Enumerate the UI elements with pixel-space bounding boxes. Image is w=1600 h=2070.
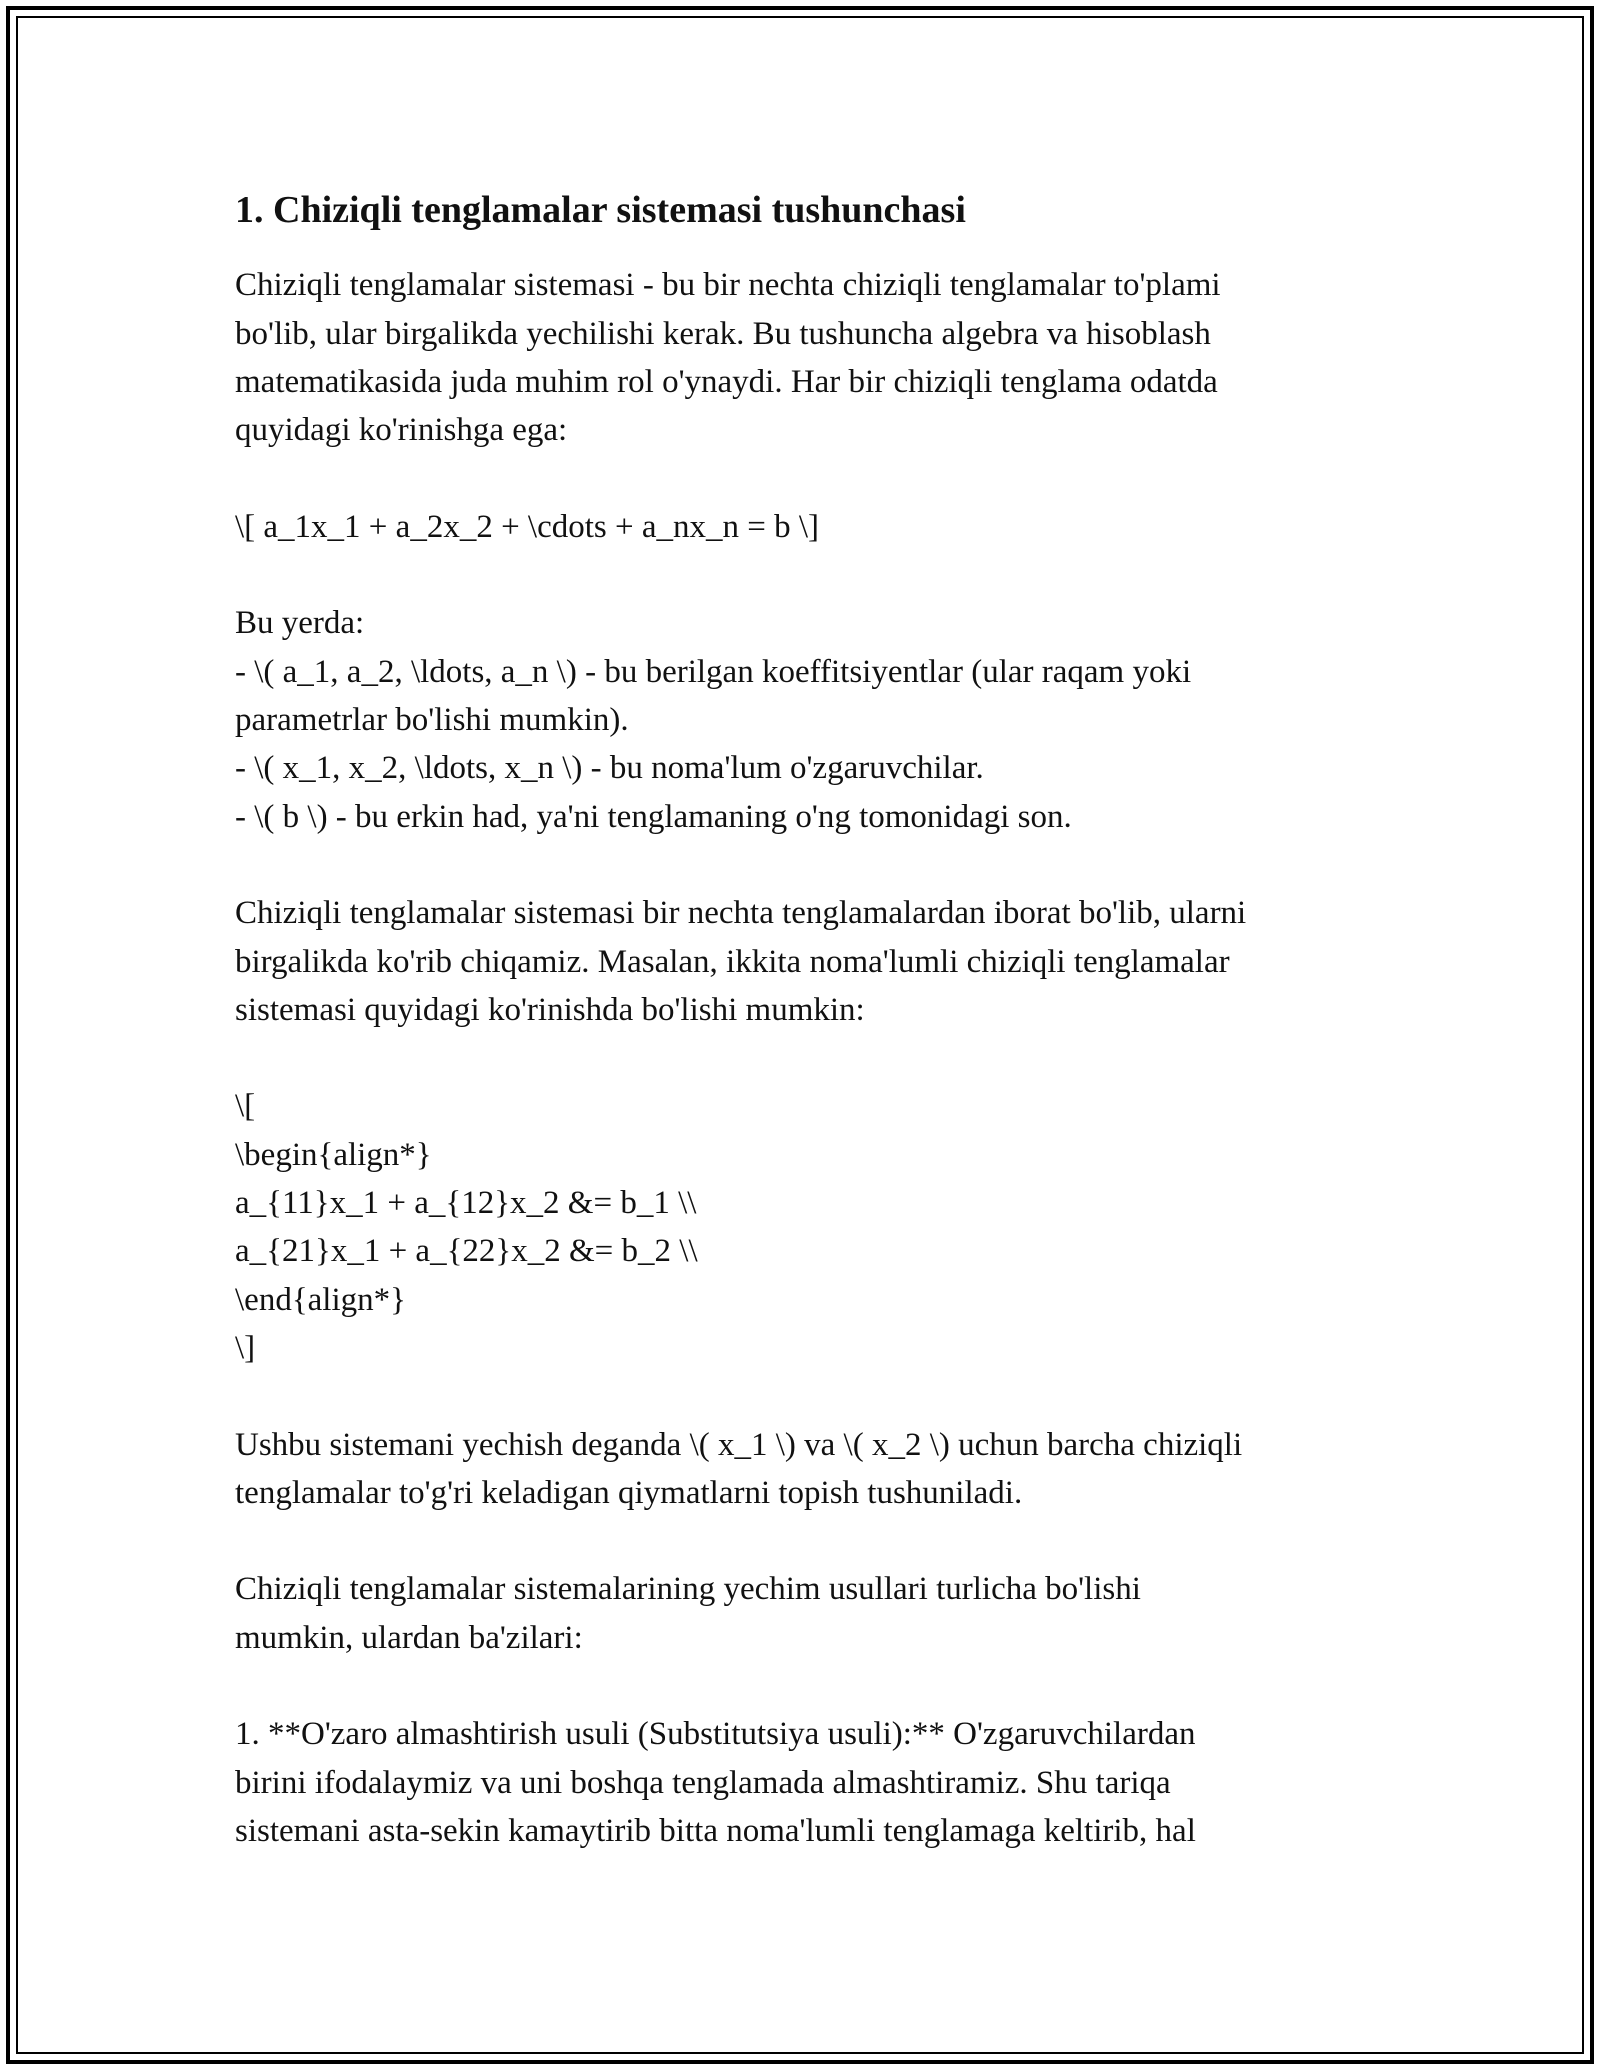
- text-line: \[: [235, 1088, 256, 1125]
- text-line: Bu yerda:: [235, 605, 365, 642]
- text-line: 1. **O'zaro almashtirish usuli (Substitutsiya usuli):** O'zgaruvchilardan: [235, 1716, 1196, 1753]
- text-line: parametrlar bo'lishi mumkin).: [235, 702, 629, 739]
- text-line: bo'lib, ular birgalikda yechilishi kerak. Bu tushuncha algebra va hisoblash: [235, 315, 1211, 352]
- text-line: birgalikda ko'rib chiqamiz. Masalan, ikkita noma'lumli chiziqli tenglamalar: [235, 943, 1230, 980]
- text-line: sistemasi quyidagi ko'rinishda bo'lishi mumkin:: [235, 991, 865, 1028]
- blank-line: [235, 1662, 1365, 1710]
- blank-line: [235, 455, 1365, 503]
- text-line: Ushbu sistemani yechish deganda \( x_1 \) va \( x_2 \) uchun barcha chiziqli: [235, 1426, 1243, 1463]
- text-line: \[ a_1x_1 + a_2x_2 + \cdots + a_nx_n = b \]: [235, 508, 820, 545]
- text-line: - \( a_1, a_2, \ldots, a_n \) - bu berilgan koeffitsiyentlar (ular raqam yoki: [235, 653, 1192, 690]
- text-line: a_{11}x_1 + a_{12}x_2 &= b_1 \\: [235, 1185, 697, 1222]
- blank-line: [235, 1034, 1365, 1082]
- text-line: \begin{align*}: [235, 1136, 432, 1173]
- text-line: Chiziqli tenglamalar sistemalarining yechim usullari turlicha bo'lishi: [235, 1571, 1141, 1608]
- blank-line: [235, 1517, 1365, 1565]
- text-line: quyidagi ko'rinishga ega:: [235, 412, 568, 449]
- text-line: - \( x_1, x_2, \ldots, x_n \) - bu noma'lum o'zgaruvchilar.: [235, 750, 984, 787]
- text-line: - \( b \) - bu erkin had, ya'ni tenglamaning o'ng tomonidagi son.: [235, 798, 1072, 835]
- text-line: birini ifodalaymiz va uni boshqa tenglamada almashtiramiz. Shu tariqa: [235, 1764, 1171, 1801]
- text-line: \end{align*}: [235, 1281, 406, 1318]
- document-body: [235, 186, 1365, 1855]
- blank-line: [235, 841, 1365, 889]
- text-line: tenglamalar to'g'ri keladigan qiymatlarni topish tushuniladi.: [235, 1474, 1023, 1511]
- text-line: sistemani asta-sekin kamaytirib bitta noma'lumli tenglamaga keltirib, hal: [235, 1812, 1196, 1849]
- blank-line: [235, 551, 1365, 599]
- blank-line: [235, 1372, 1365, 1420]
- text-line: \]: [235, 1329, 256, 1366]
- text-line: a_{21}x_1 + a_{22}x_2 &= b_2 \\: [235, 1233, 698, 1270]
- text-line: matematikasida juda muhim rol o'ynaydi. Har bir chiziqli tenglama odatda: [235, 363, 1218, 400]
- text-line: Chiziqli tenglamalar sistemasi bir nechta tenglamalardan iborat bo'lib, ularni: [235, 895, 1247, 932]
- section-heading: 1. Chiziqli tenglamalar sistemasi tushunchasi: [235, 189, 966, 231]
- text-lines: [235, 261, 1365, 1855]
- text-line: Chiziqli tenglamalar sistemasi - bu bir nechta chiziqli tenglamalar to'plami: [235, 267, 1221, 304]
- text-line: mumkin, ulardan ba'zilari:: [235, 1619, 583, 1656]
